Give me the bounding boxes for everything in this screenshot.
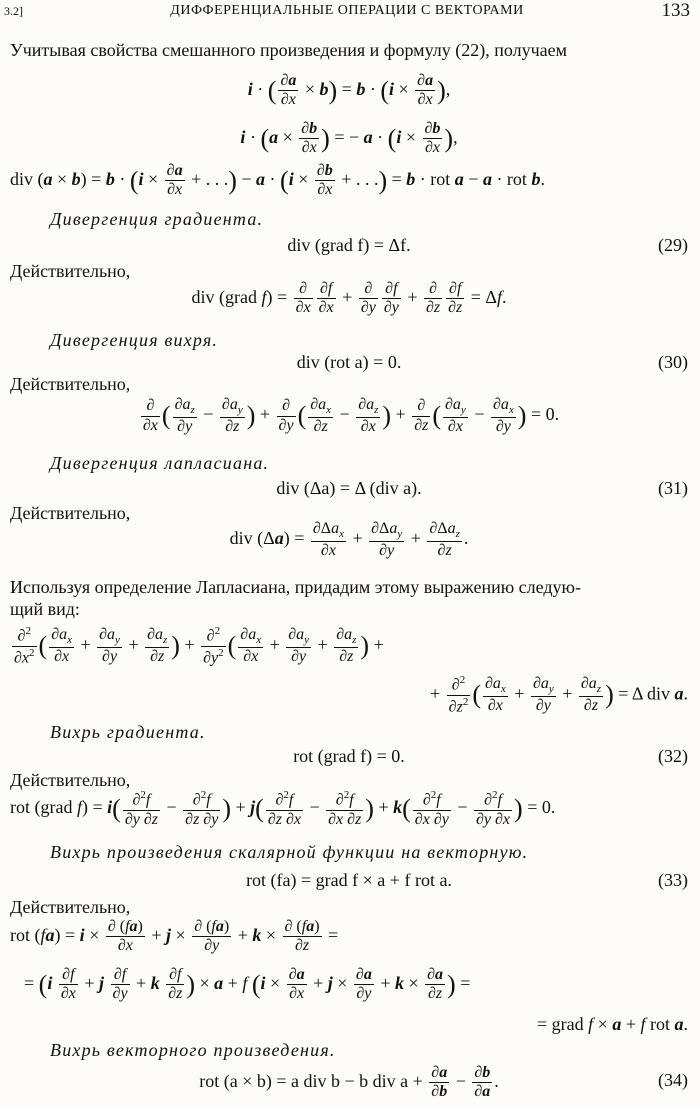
- formula-30: div (rot a) = 0.: [296, 352, 402, 372]
- eq-number-32: (32): [658, 746, 688, 766]
- laplace-intro-line1: Используя определение Лапласиана, придадим этому выражению следую-: [10, 577, 581, 597]
- running-header: [4, 2, 690, 26]
- heading-div-rot: Дивергенция вихря.: [50, 330, 219, 350]
- formula-33: rot (fa) = grad f × a + f rot a.: [246, 870, 452, 890]
- formula-31: div (Δa) = Δ (div a).: [276, 478, 422, 498]
- equation-div-cross: div (a × b) = b · (i × $\frac{\partial a}{\partial x}$ + . . .) − a · (i × $\frac{\partial b}{\partial x}$ + . . .) = b · rot a − a · rot b.: [10, 162, 545, 199]
- equation-rot-fa-expanded-1: rot (fa) = i × $\frac{\partial (fa)}{\partial x}$ + j × $\frac{\partial (fa)}{\partial y}$ + k × $\frac{\partial (fa)}{\partial z}$ =: [10, 918, 339, 955]
- equation-mixed-1: i · ( $\frac{\partial a}{\partial x}$ × b) = b · (i × $\frac{\partial a}{\partial x}$ ),: [247, 72, 451, 109]
- equation-rot-fa-expanded-3: = grad f × a + f rot a.: [537, 1014, 688, 1034]
- eq-number-34: (34): [658, 1070, 688, 1090]
- indeed-1: Действительно,: [10, 261, 131, 281]
- eq-number-30: (30): [658, 352, 688, 372]
- formula-34-end: .: [494, 1071, 499, 1092]
- equation-rot-grad-expanded: rot (grad f) = i( $\frac{\partial^2f}{\partial y \partial z}$ − $\frac{\partial^2f}{\partial z \partial y}$ ) + j( $\frac{\partial^2f}{\partial z \partial x}$ − $\frac{\partial^2f}{\partial x \partial z}$ ) + k( $\frac{\partial^2f}{\partial x \partial y}$ − $\frac{\partial^2f}{\partial y \partial x}$ ) = 0.: [10, 789, 556, 828]
- laplace-intro-line2: щий вид:: [10, 599, 80, 619]
- eq-number-29: (29): [658, 235, 688, 255]
- section-number: 3.2]: [4, 4, 23, 18]
- indeed-2: Действительно,: [10, 374, 131, 394]
- indeed-5: Действительно,: [10, 897, 131, 917]
- equation-rot-fa-expanded-2: = (i $\frac{\partial f}{\partial x}$ + j $\frac{\partial f}{\partial y}$ + k $\frac{\partial f}{\partial z}$ ) × a + f (i × $\frac{\partial a}{\partial x}$ + j × $\frac{\partial a}{\partial y}$ + k × $\frac{\partial a}{\partial z}$ ) =: [24, 966, 471, 1003]
- formula-34: rot (a × b) = a div b − b div a + $\frac{\partial a}{\partial b}$ − $\frac{\partial b}{\partial a}$ .: [199, 1064, 499, 1101]
- eq-number-31: (31): [658, 478, 688, 498]
- page-number: 133: [661, 0, 690, 21]
- equation-div-lap-expanded: div (Δa) = $\partial\Delta a_x$ ∂x + $\partial\Delta a_y$ ∂y + $\partial\Delta a_z$ ∂z .: [229, 520, 469, 559]
- heading-div-grad: Дивергенция градиента.: [50, 209, 264, 229]
- heading-div-lap: Дивергенция лапласиана.: [50, 453, 270, 473]
- eq-number-33: (33): [658, 870, 688, 890]
- equation-div-grad-expanded: div (grad f) = ∂ ∂x $\frac{\partial f}{\partial x}$ + ∂ ∂y $\frac{\partial f}{\partial y}$ + ∂ ∂z $\frac{\partial f}{\partial z}$ = Δf.: [191, 280, 507, 317]
- equation-div-rot-expanded: ∂ ∂x ( $\frac{\partial a_z}{\partial y}$ − $\frac{\partial a_y}{\partial z}$ ) + ∂ ∂y ( $\frac{\partial a_x}{\partial z}$ − $\frac{\partial a_z}{\partial x}$ ) + ∂ ∂z ( $\frac{\partial a_y}{\partial x}$ − $\frac{\partial a_x}{\partial y}$ ) = 0.: [142, 396, 560, 435]
- running-title: ДИФФЕРЕНЦИАЛЬНЫЕ ОПЕРАЦИИ С ВЕКТОРАМИ: [170, 3, 524, 18]
- heading-rot-cross: Вихрь векторного произведения.: [50, 1040, 336, 1060]
- formula-29: div (grad f) = Δf.: [287, 235, 411, 255]
- heading-rot-fa: Вихрь произведения скалярной функции на векторную.: [50, 842, 529, 862]
- equation-laplace-expanded-2: + $\frac{\partial^2}{\partial z^2}$ ( $\frac{\partial a_x}{\partial x}$ + $\frac{\partial a_y}{\partial y}$ + $\frac{\partial a_z}{\partial z}$ ) = Δ div a.: [430, 674, 688, 716]
- equation-mixed-2: i · (a × $\frac{\partial b}{\partial x}$ ) = − a · (i × $\frac{\partial b}{\partial x}$ ),: [240, 120, 458, 157]
- intro-paragraph: Учитывая свойства смешанного произведения и формулу (22), получаем: [10, 40, 568, 60]
- equation-laplace-expanded-1: $\frac{\partial^2}{\partial x^2}$ ( $\frac{\partial a_x}{\partial x}$ + $\frac{\partial a_y}{\partial y}$ + $\frac{\partial a_z}{\partial z}$ ) + $\frac{\partial^2}{\partial y^2}$ ( $\frac{\partial a_x}{\partial x}$ + $\frac{\partial a_y}{\partial y}$ + $\frac{\partial a_z}{\partial z}$ ) +: [14, 625, 384, 667]
- formula-32: rot (grad f) = 0.: [293, 746, 405, 766]
- indeed-3: Действительно,: [10, 503, 131, 523]
- heading-rot-grad: Вихрь градиента.: [50, 722, 206, 742]
- indeed-4: Действительно,: [10, 770, 131, 790]
- formula-34-lhs: rot (a × b) = a div b − b div a +: [199, 1071, 423, 1092]
